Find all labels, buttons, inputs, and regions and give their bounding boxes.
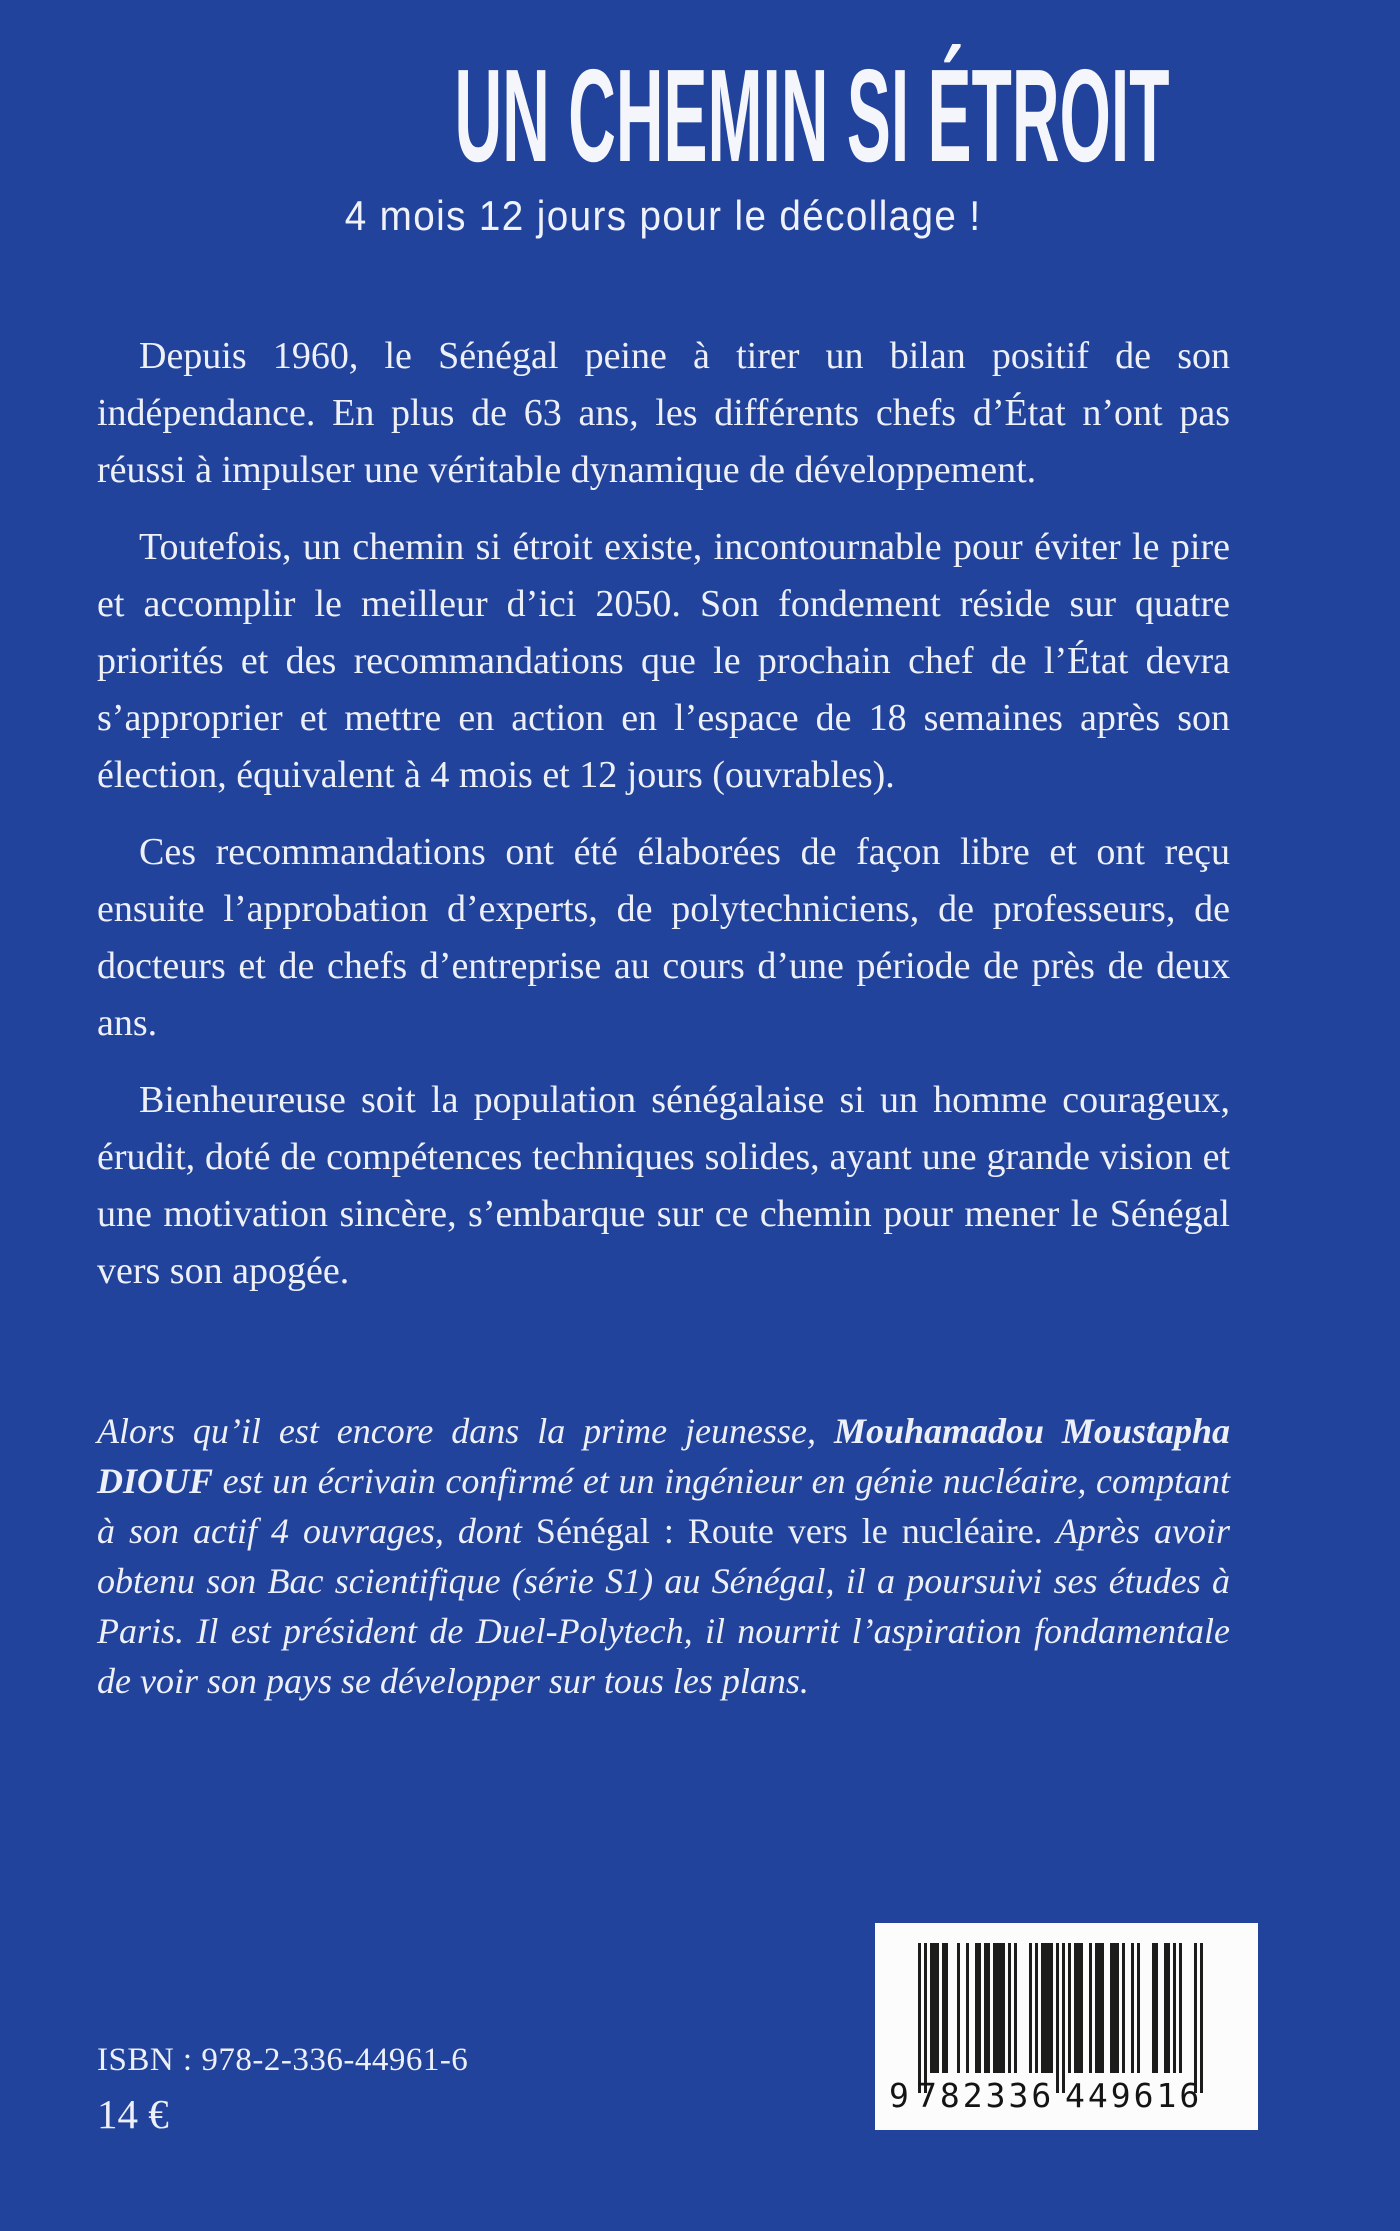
synopsis-paragraph-2: Toutefois, un chemin si étroit existe, incontournable pour éviter le pire et accomplir le meilleur d’ici 2050. Son fondement réside sur quatre priorités et des recommandations que le prochain chef de l’État devra s’approprier et mettre en action en l’espace de 18 semaines après son élection, équivalent à 4 mois et 12 jours (ouvrables). (97, 526, 1230, 797)
author-bio-paragraph (97, 1406, 1230, 1706)
barcode-digit-leading: 9 (889, 2076, 909, 2115)
synopsis-paragraph-4: Bienheureuse soit la population sénégalaise si un homme courageux, érudit, doté de compétences techniques solides, ayant une grande vision et une motivation sincère, s’embarque sur ce chemin pour mener le Sénégal vers son apogée. (97, 1079, 1230, 1293)
cited-book-title: Sénégal : Route vers le nucléaire. (535, 1511, 1043, 1552)
synopsis-paragraph-1: Depuis 1960, le Sénégal peine à tirer un bilan positif de son indépendance. En plus de 63 ans, les différents chefs d’État n’ont pas réussi à impulser une véritable dynamique de développement. (97, 335, 1230, 492)
barcode-digits (875, 2076, 1258, 2115)
barcode-bars (918, 1943, 1203, 2093)
book-title: UN CHEMIN SI ÉTROIT (454, 42, 1170, 189)
author-bio (97, 1406, 1230, 1706)
barcode (875, 1923, 1258, 2130)
bio-middle: est un écrivain confirmé et un ingénieur en génie nucléaire, comptant à son actif 4 ouvrages, dont (97, 1461, 1230, 1552)
barcode-digit-group-2: 449616 (1065, 2076, 1203, 2115)
barcode-digit-group-1: 782336 (917, 2076, 1055, 2115)
synopsis (97, 328, 1230, 1300)
cover-header (97, 0, 1230, 240)
bio-closing: Après avoir obtenu son Bac scientifique (série S1) au Sénégal, il a poursuivi ses études à Paris. Il est président de Duel-Polytech, il nourrit l’aspiration fondamentale de voir son pays se développer sur tous les plans. (97, 1511, 1230, 1702)
author-name: Mouhamadou Moustapha DIOUF (97, 1411, 1230, 1502)
isbn-text: ISBN : 978-2-336-44961-6 (97, 2042, 469, 2078)
price-text: 14 € (97, 2091, 169, 2137)
synopsis-paragraph-3: Ces recommandations ont été élaborées de façon libre et ont reçu ensuite l’approbation d’experts, de polytechniciens, de professeurs, de docteurs et de chefs d’entreprise au cours d’une période de près de deux ans. (97, 831, 1230, 1045)
book-subtitle: 4 mois 12 jours pour le décollage ! (345, 192, 982, 239)
bio-intro: Alors qu’il est encore dans la prime jeunesse, (97, 1411, 834, 1452)
